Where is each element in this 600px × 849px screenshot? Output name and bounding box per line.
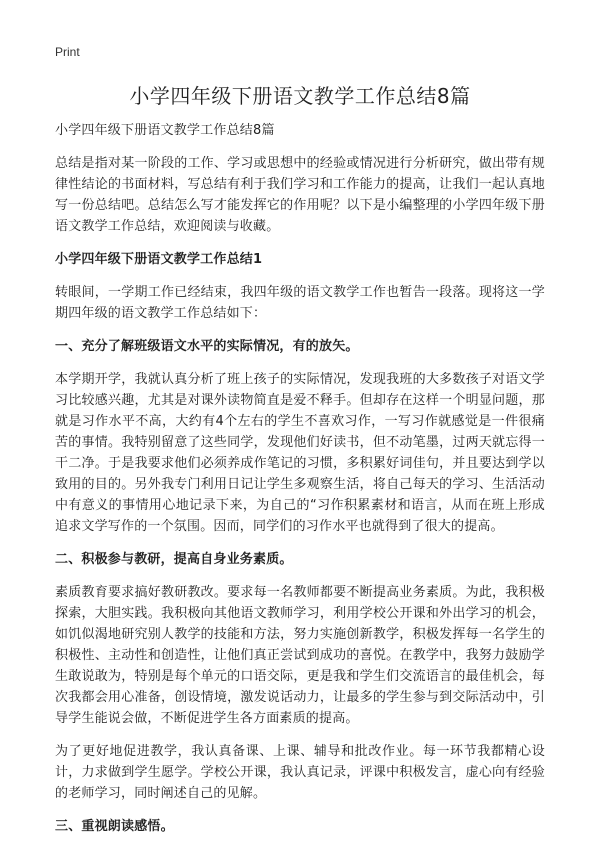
paragraph-two: 素质教育要求搞好教研教改。要求每一名教师都要不断提高业务素质。为此，我积极探索，大胆实践。我积极向其他语文教师学习，利用学校公开课和外出学习的机会，如饥似渴地研究别人教学的技能和方法，努力实施创新教学，积极发挥每一名学生的积极性、主动性和创造性，让他们真正尝试到成功的喜悦。在教学中，我努力鼓励学生敢说敢为，特别是每个单元的口语交际，更是我和学生们交流语言的最佳机会，每次我都会用心准备，创设情境，激发说话动力，让最多的学生参与到交际活动中，引导学生能说会做，不断促进学生各方面素质的提高。 bbox=[55, 585, 545, 726]
heading-one: 一、充分了解班级语文水平的实际情况，有的放矢。 bbox=[55, 339, 359, 354]
section-title: 小学四年级下册语文教学工作总结1 bbox=[55, 252, 263, 267]
document-body bbox=[55, 120, 545, 849]
print-link[interactable]: Print bbox=[55, 45, 80, 59]
heading-two: 二、积极参与教研，提高自身业务素质。 bbox=[55, 552, 293, 567]
paragraph-three: 为了更好地促进教学，我认真备课、上课、辅导和批改作业。每一环节我都精心设计，力求做到学生愿学。学校公开课，我认真记录，评课中积极发言，虚心向有经验的老师学习，同时阐述自己的见解。 bbox=[55, 744, 545, 801]
document-subtitle: 小学四年级下册语文教学工作总结8篇 bbox=[55, 123, 275, 138]
intro-paragraph: 总结是指对某一阶段的工作、学习或思想中的经验或情况进行分析研究，做出带有规律性结论的书面材料，写总结有利于我们学习和工作能力的提高，让我们一起认真地写一份总结吧。总结怎么写才能发挥它的作用呢？以下是小编整理的小学四年级下册语文教学工作总结，欢迎阅读与收藏。 bbox=[55, 156, 545, 234]
section-intro-paragraph: 转眼间，一学期工作已经结束，我四年级的语文教学工作也暂告一段落。现将这一学期四年级的语文教学工作总结如下： bbox=[55, 285, 545, 321]
paragraph-one: 本学期开学，我就认真分析了班上孩子的实际情况，发现我班的大多数孩子对语文学习比较感兴趣，尤其是对课外读物简直是爱不释手。但却存在这样一个明显问题，那就是习作水平不高，大约有4个左右的学生不喜欢习作，一写习作就感觉是一件很痛苦的事情。我特别留意了这些同学，发现他们好读书，但不动笔墨，过两天就忘得一干二净。于是我要求他们必须养成作笔记的习惯，多积累好词佳句，并且要达到学以致用的目的。另外我专门利用日记让学生多观察生活，将自己每天的学习、生活活动中有意义的事情用心地记录下来，为自己的“习作积累素材和语言，从而在班上形成追求文学写作的一个氛围。因而，同学们的习作水平也就得到了很大的提高。 bbox=[55, 372, 545, 534]
page-title: 小学四年级下册语文教学工作总结8篇 bbox=[129, 84, 471, 108]
heading-three: 三、重视朗读感悟。 bbox=[55, 819, 174, 834]
